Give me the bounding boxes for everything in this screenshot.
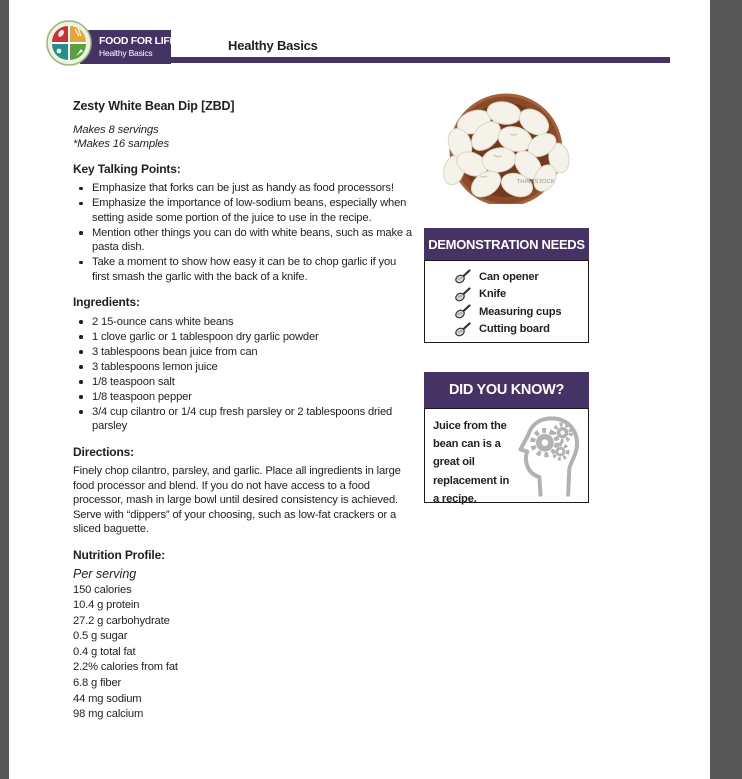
demonstration-needs-header: DEMONSTRATION NEEDS [424, 228, 589, 260]
thinking-head-gears-icon [509, 415, 583, 497]
demo-item-label: Measuring cups [479, 305, 562, 318]
list-item: 2 15-ounce cans white beans [73, 315, 413, 330]
nutrition-value: 0.5 g sugar [73, 630, 128, 643]
list-item: 3 tablespoons bean juice from can [73, 345, 413, 360]
nutrition-value: 2.2% calories from fat [73, 661, 178, 674]
servings-line: Makes 8 servings [73, 123, 159, 136]
nutrition-value: 10.4 g protein [73, 599, 140, 612]
list-item: 1/8 teaspoon pepper [73, 390, 413, 405]
list-item: Mention other things you can do with white beans, such as make a pasta dish. [73, 226, 413, 255]
demo-item-label: Knife [479, 288, 506, 301]
demo-item [455, 321, 584, 339]
recipe-title: Zesty White Bean Dip [ZBD] [73, 99, 235, 113]
nutrition-value: 98 mg calcium [73, 708, 144, 721]
ingredients-heading: Ingredients: [73, 295, 140, 309]
per-serving-label: Per serving [73, 567, 137, 581]
white-beans-bowl-photo [424, 92, 589, 204]
logo-title: FOOD FOR LIFE [99, 35, 177, 47]
key-talking-points-heading: Key Talking Points: [73, 161, 181, 176]
measuring-spoon-icon [455, 304, 471, 319]
demo-item [455, 268, 584, 286]
list-item: Emphasize that forks can be just as handy as food processors! [73, 181, 413, 196]
logo-subtitle: Healthy Basics [99, 48, 153, 58]
list-item: 1/8 teaspoon salt [73, 375, 413, 390]
nutrition-value: 0.4 g total fat [73, 645, 136, 658]
demo-item-label: Can opener [479, 270, 539, 283]
recipe-content [73, 99, 413, 723]
directions-text: Finely chop cilantro, parsley, and garlic. Place all ingredients in large food processor and blend. If you do not have access to a food processor, mash in large bowl until desired consistency is achieved. Serve with “dippers” of your choosing, such as low-fat crackers or a sliced baguette. [73, 465, 401, 535]
did-you-know-header: DID YOU KNOW? [424, 372, 589, 408]
demonstration-needs-box [424, 260, 589, 343]
measuring-spoon-icon [455, 322, 471, 337]
demo-item [455, 303, 584, 321]
page-edge-right [710, 0, 742, 779]
did-you-know-text: Juice from the bean can is a great oil replacement in a recipe. [433, 420, 510, 505]
ingredients-list [73, 315, 413, 434]
photo-credit: THINKSTOCK [516, 179, 555, 185]
list-item: 3 tablespoons lemon juice [73, 360, 413, 375]
nutrition-value: 150 calories [73, 583, 132, 596]
page-title: Healthy Basics [228, 38, 318, 53]
food-plate-logo-icon [46, 20, 92, 66]
samples-line: *Makes 16 samples [73, 137, 170, 150]
did-you-know-box [424, 408, 589, 503]
nutrition-heading: Nutrition Profile: [73, 547, 165, 562]
list-item: 1 clove garlic or 1 tablespoon dry garlic powder [73, 330, 413, 345]
measuring-spoon-icon [455, 269, 471, 284]
food-for-life-logo-box [80, 30, 177, 64]
measuring-spoon-icon [455, 287, 471, 302]
page-edge-left [0, 0, 9, 779]
demo-item-label: Cutting board [479, 323, 550, 336]
directions-heading: Directions: [73, 444, 135, 459]
list-item: 3/4 cup cilantro or 1/4 cup fresh parsley or 2 tablespoons dried parsley [73, 405, 413, 434]
nutrition-value: 6.8 g fiber [73, 677, 122, 690]
list-item: Emphasize the importance of low-sodium beans, especially when setting aside some portion of the juice to use in the recipe. [73, 196, 413, 225]
demo-item [455, 286, 584, 304]
list-item: Take a moment to show how easy it can be to chop garlic if you first smash the garlic with the back of a knife. [73, 255, 413, 284]
key-talking-points-list [73, 181, 413, 284]
header-accent-rule [170, 57, 670, 63]
nutrition-value: 44 mg sodium [73, 692, 142, 705]
nutrition-value: 27.2 g carbohydrate [73, 614, 170, 627]
